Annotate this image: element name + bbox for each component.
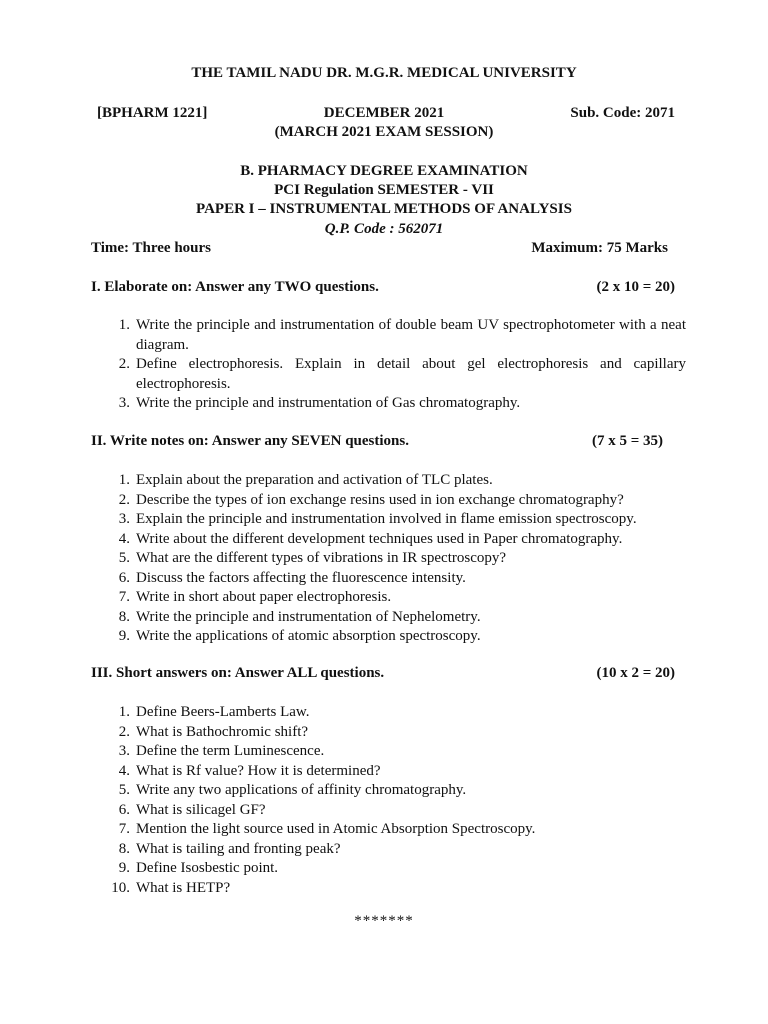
list-item: 7. Mention the light source used in Atomic Absorption Spectroscopy.: [118, 821, 536, 837]
university-title: THE TAMIL NADU DR. M.G.R. MEDICAL UNIVERSITY: [191, 65, 577, 81]
list-item: 6. What is silicagel GF?: [118, 801, 266, 818]
exam-month: DECEMBER 2021: [323, 105, 445, 121]
list-item: 2. Describe the types of ion exchange resins used in ion exchange chromatography?: [118, 491, 624, 508]
list-item: 7. Write in short about paper electrophoresis.: [118, 589, 392, 605]
exam-duration: Time: Three hours: [91, 240, 212, 256]
list-item: 9. Define Isosbestic point.: [118, 860, 279, 876]
list-item: 3. Write the principle and instrumentation of Gas chromatography.: [118, 395, 521, 411]
section-2-questions: [106, 471, 686, 647]
course-code: [BPHARM 1221]: [97, 105, 208, 121]
end-of-paper-mark: *******: [354, 913, 414, 929]
list-item: 5. What are the different types of vibrations in IR spectroscopy?: [118, 550, 507, 566]
list-item: 10. What is HETP?: [111, 879, 231, 896]
section-marks: (7 x 5 = 35): [591, 433, 663, 449]
list-item: 1. Define Beers-Lamberts Law.: [118, 704, 310, 720]
list-item: 4. What is Rf value? How it is determined?: [118, 762, 381, 779]
degree-title: B. PHARMACY DEGREE EXAMINATION: [240, 163, 528, 179]
section-heading: III. Short answers on: Answer ALL questions.: [91, 665, 385, 681]
qp-code: Q.P. Code : 562071: [324, 221, 444, 237]
list-item: 1. Explain about the preparation and activation of TLC plates.: [118, 472, 493, 488]
paper-title: PAPER I – INSTRUMENTAL METHODS OF ANALYSIS: [196, 201, 572, 217]
maximum-marks: Maximum: 75 Marks: [531, 240, 668, 256]
list-item: 1. Write the principle and instrumentation of double beam UV spectrophotometer with a neat diagram.: [118, 317, 686, 353]
section-marks: (2 x 10 = 20): [596, 279, 675, 295]
section-heading: I. Elaborate on: Answer any TWO questions.: [91, 279, 379, 295]
list-item: 9. Write the applications of atomic absorption spectroscopy.: [118, 628, 481, 644]
section-1-questions: [106, 316, 686, 414]
section-heading: II. Write notes on: Answer any SEVEN questions.: [91, 433, 409, 449]
section-marks: (10 x 2 = 20): [596, 665, 675, 681]
list-item: 2. What is Bathochromic shift?: [118, 723, 309, 740]
section-3-questions: [106, 703, 686, 898]
list-item: 3. Explain the principle and instrumentation involved in flame emission spectroscopy.: [118, 511, 637, 527]
list-item: 5. Write any two applications of affinity chromatography.: [118, 782, 467, 798]
list-item: 2. Define electrophoresis. Explain in detail about gel electrophoresis and capillary electrophoresis.: [118, 356, 686, 392]
list-item: 6. Discuss the factors affecting the fluorescence intensity.: [118, 569, 466, 586]
list-item: 4. Write about the different development techniques used in Paper chromatography.: [118, 530, 623, 547]
list-item: 8. What is tailing and fronting peak?: [118, 840, 341, 857]
regulation-line: PCI Regulation SEMESTER - VII: [274, 182, 494, 198]
list-item: 8. Write the principle and instrumentation of Nephelometry.: [118, 608, 481, 625]
subject-code: Sub. Code: 2071: [570, 105, 675, 121]
list-item: 3. Define the term Luminescence.: [118, 743, 325, 759]
exam-session: (MARCH 2021 EXAM SESSION): [274, 124, 494, 140]
